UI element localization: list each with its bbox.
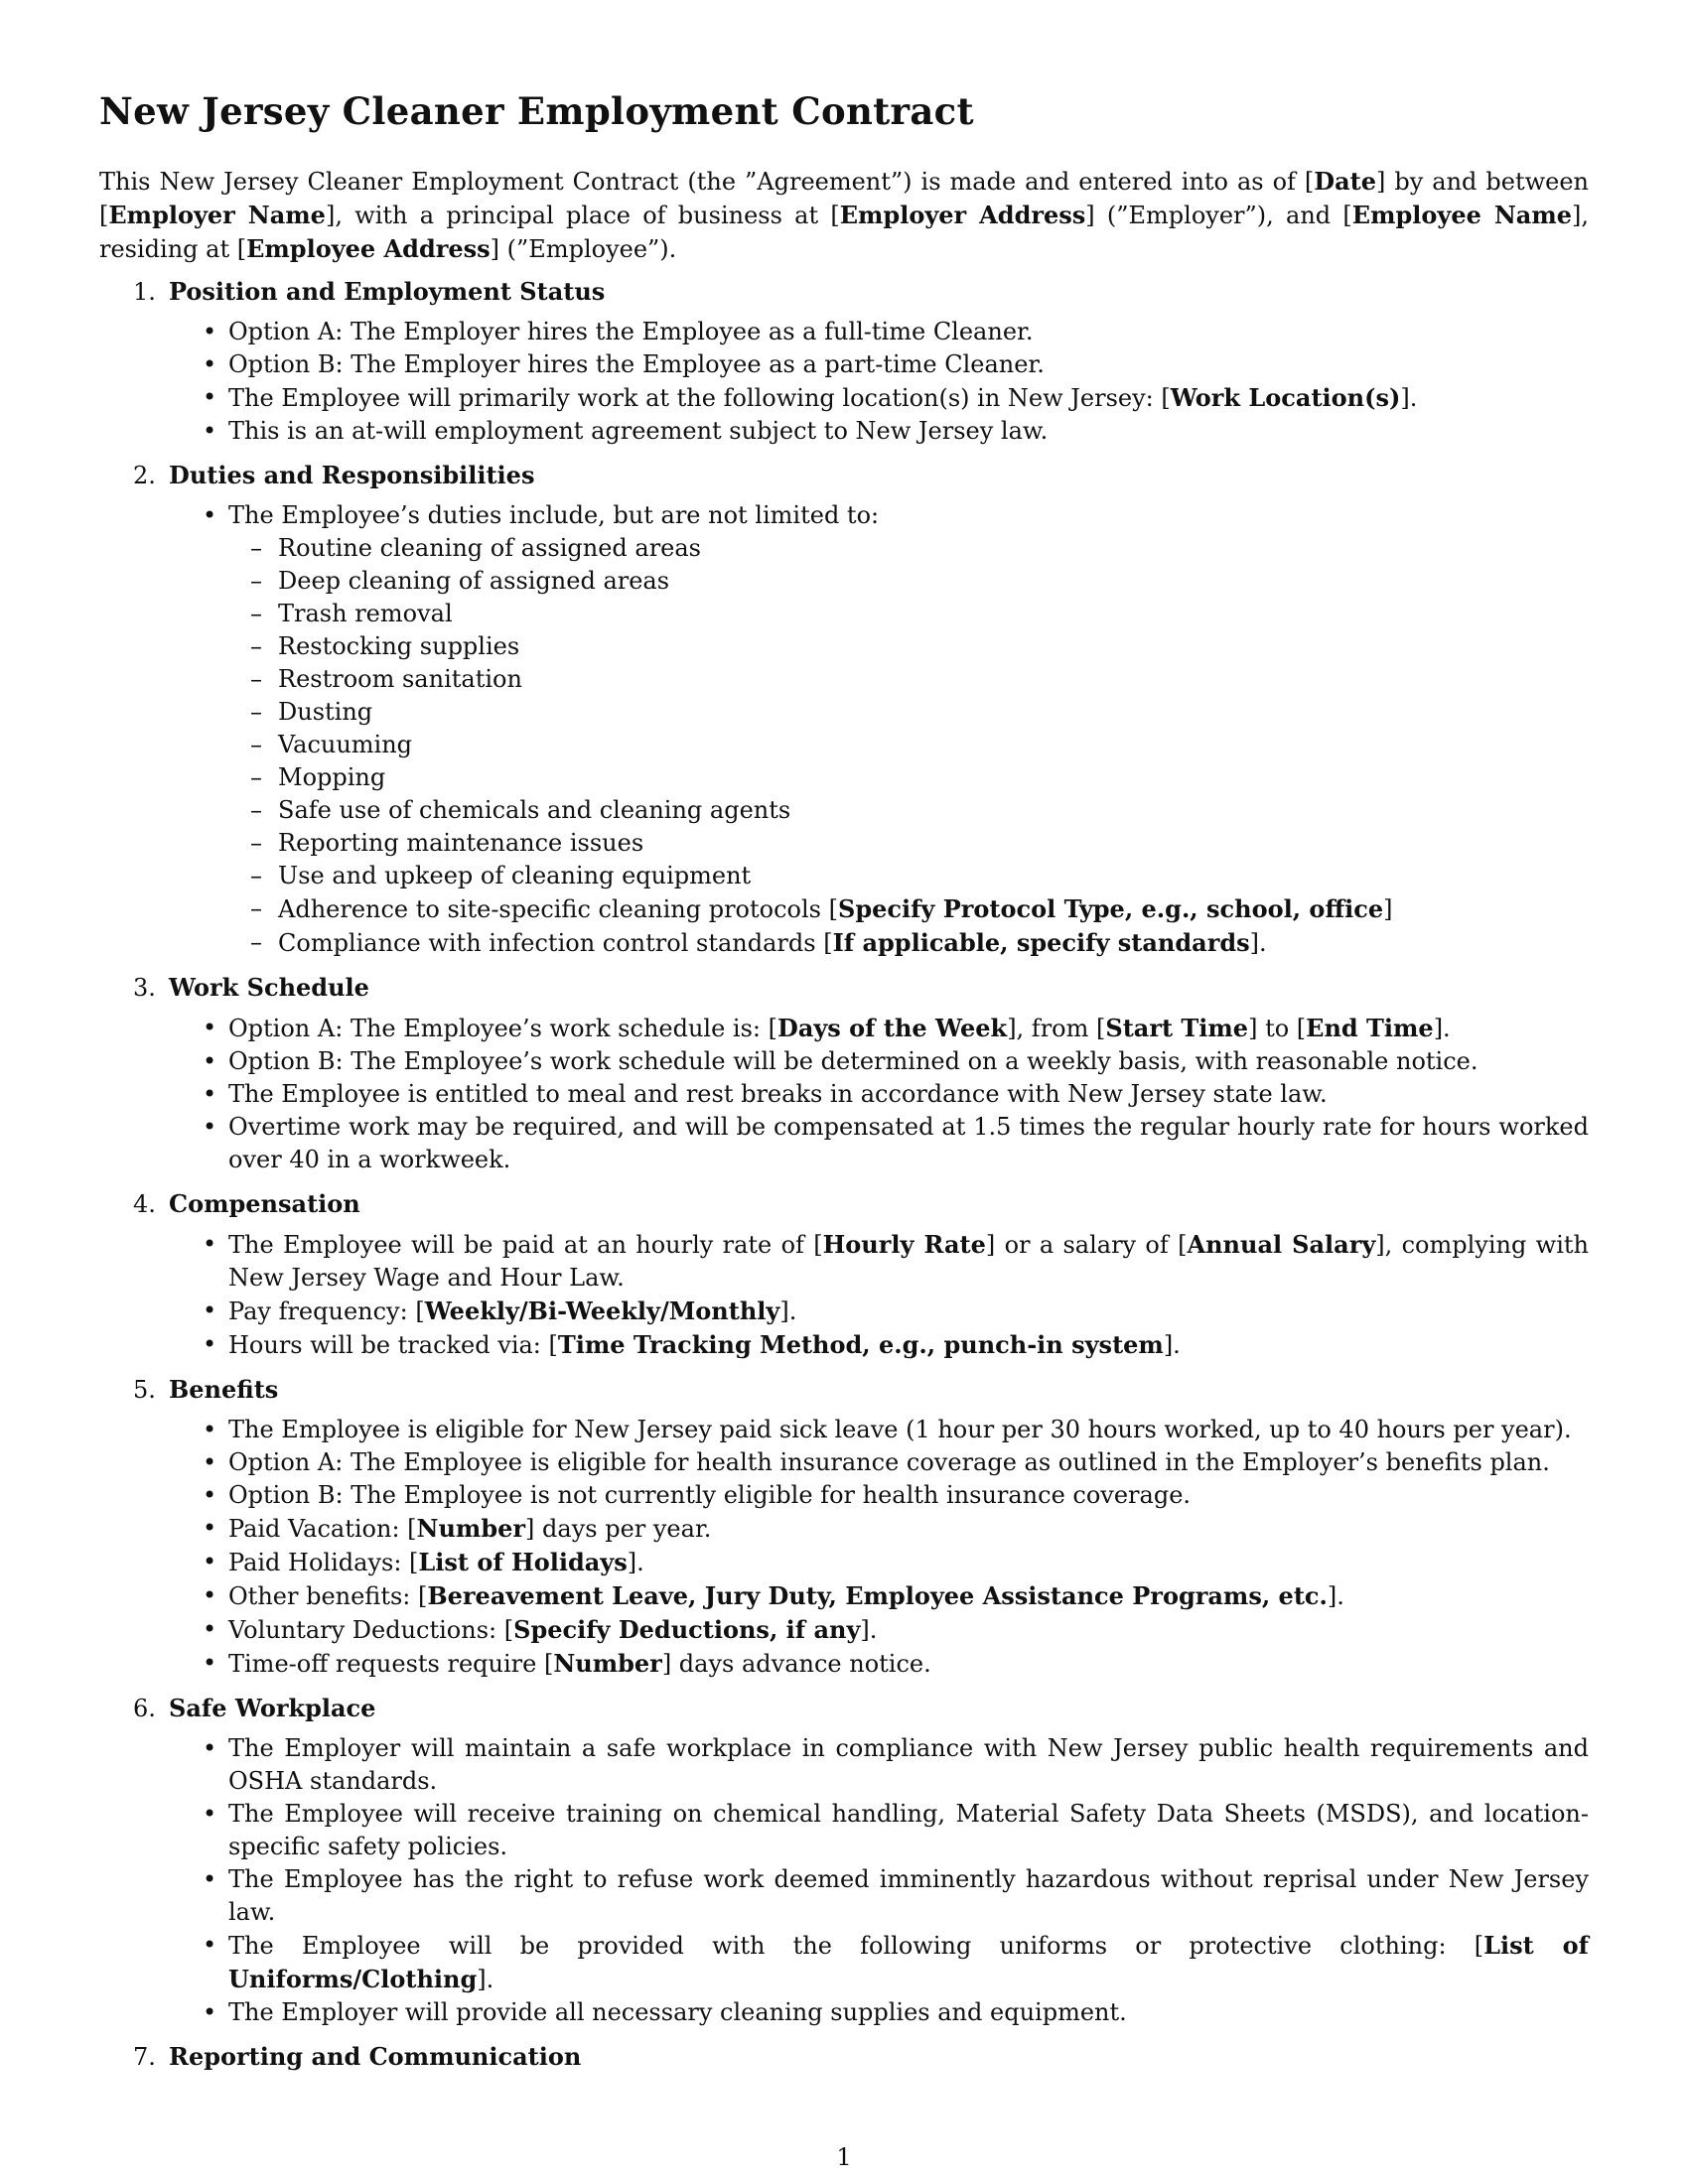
list-item: • Option B: The Employer hires the Employee as a part-time Cleaner. (203, 350, 1045, 378)
list-item: • Pay frequency: [Weekly/Bi-Weekly/Monthly]. (203, 1297, 797, 1325)
list-item: • The Employee is eligible for New Jersey paid sick leave (1 hour per 30 hours worked, up to 40 hours per year). (203, 1416, 1572, 1443)
section-number: 6. (133, 1695, 156, 1722)
field-placeholder: Work Location(s) (1170, 383, 1401, 412)
list-item: • The Employee will be provided with the following uniforms or protective clothing: [List of Uniforms/Clothing]. (203, 1931, 1589, 1993)
list-item: • The Employer will provide all necessary cleaning supplies and equipment. (203, 1998, 1127, 2026)
list-item: • Option B: The Employee’s work schedule will be determined on a weekly basis, with reasonable notice. (203, 1047, 1478, 1075)
field-placeholder: If applicable, specify standards (832, 928, 1250, 957)
duty-item: – Safe use of chemicals and cleaning agents (250, 796, 791, 824)
section-list (99, 276, 1589, 2073)
list-item: • Paid Holidays: [List of Holidays]. (203, 1548, 644, 1576)
section-1 (99, 276, 1589, 448)
field-employer-address: Employer Address (839, 201, 1086, 229)
section-title: Reporting and Communication (169, 2042, 582, 2071)
list-item: • The Employer will maintain a safe workplace in compliance with New Jersey public health requirements and OSHA standards. (203, 1734, 1589, 1795)
document-page (99, 87, 1589, 2081)
list-item: • Hours will be tracked via: [Time Tracking Method, e.g., punch-in system]. (203, 1330, 1181, 1359)
list-item: • Paid Vacation: [Number] days per year. (203, 1514, 712, 1543)
section-number: 5. (133, 1376, 156, 1404)
list-item: • The Employee will primarily work at the following location(s) in New Jersey: [Work Location(s)]. (203, 383, 1418, 412)
list-item: • Other benefits: [Bereavement Leave, Jury Duty, Employee Assistance Programs, etc.]. (203, 1581, 1344, 1610)
field-placeholder: Number (553, 1649, 662, 1678)
field-placeholder: Time Tracking Method, e.g., punch-in system (557, 1330, 1164, 1359)
field-employer-name: Employer Name (108, 201, 326, 229)
duty-item: – Trash removal (250, 600, 453, 627)
duty-item: – Restroom sanitation (250, 665, 522, 693)
intro-text: ] (”Employer”), and [ (1085, 202, 1352, 229)
field-employee-name: Employee Name (1351, 201, 1572, 229)
list-item: • The Employee will receive training on chemical handling, Material Safety Data Sheets (MSDS), and location-specific safety policies. (203, 1800, 1589, 1860)
field-placeholder: List of Uniforms/Clothing (228, 1931, 1589, 1993)
section-number: 2. (133, 462, 156, 489)
section-heading (133, 1188, 1589, 1220)
list-item: • Option A: The Employer hires the Employee as a full-time Cleaner. (203, 318, 1034, 345)
section-title: Safe Workplace (169, 1694, 376, 1722)
field-placeholder: Start Time (1105, 1014, 1249, 1042)
section-5 (99, 1374, 1589, 1681)
duty-item: – Dusting (250, 698, 373, 726)
section-3 (99, 972, 1589, 1176)
list-item: • Option B: The Employee is not currently eligible for health insurance coverage. (203, 1481, 1192, 1509)
section-heading (133, 460, 1589, 491)
list-item: • The Employee will be paid at an hourly rate of [Hourly Rate] or a salary of [Annual Salary], complying with New Jersey Wage and Hour Law. (203, 1230, 1589, 1292)
section-heading (133, 972, 1589, 1004)
field-placeholder: Bereavement Leave, Jury Duty, Employee Assistance Programs, etc. (427, 1581, 1328, 1610)
bullet-list (169, 1732, 1589, 2029)
field-placeholder: Weekly/Bi-Weekly/Monthly (424, 1297, 780, 1325)
intro-text: ], with a principal place of business at [ (325, 202, 840, 229)
duty-item: – Adherence to site-specific cleaning protocols [Specify Protocol Type, e.g., school, office] (250, 894, 1393, 923)
list-item: • This is an at-will employment agreement subject to New Jersey law. (203, 417, 1049, 445)
field-placeholder: Hourly Rate (822, 1230, 986, 1259)
section-heading (133, 276, 1589, 308)
field-placeholder: Annual Salary (1187, 1230, 1376, 1259)
intro-text: ] by and between [ (99, 168, 1590, 229)
duty-item: – Mopping (250, 763, 386, 791)
intro-text: This New Jersey Cleaner Employment Contract (the ”Agreement”) is made and entered into as of [ (99, 168, 1315, 196)
list-item: • The Employee is entitled to meal and rest breaks in accordance with New Jersey state law. (203, 1080, 1328, 1108)
section-number: 7. (133, 2043, 156, 2071)
section-6 (99, 1693, 1589, 2029)
duty-item: – Restocking supplies (250, 632, 520, 660)
field-placeholder: Specify Deductions, if any (513, 1615, 861, 1644)
field-placeholder: Specify Protocol Type, e.g., school, office (837, 894, 1384, 923)
intro-paragraph (99, 165, 1589, 266)
field-placeholder: Days of the Week (777, 1014, 1008, 1042)
field-employee-address: Employee Address (246, 234, 491, 263)
field-date: Date (1314, 167, 1377, 196)
bullet-list (169, 316, 1589, 448)
intro-text: ], residing at [ (99, 202, 1589, 263)
section-7 (99, 2041, 1589, 2073)
list-item: • Time-off requests require [Number] days advance notice. (203, 1649, 931, 1678)
list-item: • The Employee’s duties include, but are not limited to: – Routine cleaning of assigned areas – Deep cleaning of assigned areas – Trash removal – Restocking supplies – Restroom sanitation – Dusting – Vacuuming – Mopping – Safe use of chemicals and cleaning agents – Reporting maintenance issues – Use and upkeep of cleaning equipment – Adherence to site-specific cleaning protocols [Specify Protocol Type, e.g., school, office] – Compliance with infection control standards [If applicable, specify standards]. (228, 499, 1589, 960)
section-title: Position and Employment Status (169, 277, 606, 306)
list-item: • The Employee has the right to refuse work deemed imminently hazardous without reprisal under New Jersey law. (203, 1865, 1589, 1926)
section-number: 3. (133, 974, 156, 1002)
bullet-list (169, 499, 1589, 960)
page-number: 1 (836, 2143, 852, 2171)
section-2 (99, 460, 1589, 960)
section-title: Benefits (169, 1375, 279, 1404)
section-title: Duties and Responsibilities (169, 461, 535, 489)
section-heading (133, 2041, 1589, 2073)
section-heading (133, 1693, 1589, 1724)
document-title: New Jersey Cleaner Employment Contract (99, 89, 974, 133)
list-item: • Voluntary Deductions: [Specify Deductions, if any]. (203, 1615, 878, 1644)
list-item: • Option A: The Employee’s work schedule is: [Days of the Week], from [Start Time] to [End Time]. (203, 1014, 1451, 1042)
section-title: Work Schedule (169, 973, 369, 1002)
section-heading (133, 1374, 1589, 1406)
section-number: 1. (133, 278, 156, 306)
bullet-list (169, 1012, 1589, 1176)
field-placeholder: End Time (1306, 1014, 1434, 1042)
list-item: • Option A: The Employee is eligible for health insurance coverage as outlined in the Employer’s benefits plan. (203, 1448, 1550, 1476)
duty-item: – Use and upkeep of cleaning equipment (250, 862, 752, 889)
duty-item: – Deep cleaning of assigned areas (250, 567, 670, 595)
bullet-list (169, 1414, 1589, 1681)
duty-item: – Routine cleaning of assigned areas (250, 534, 701, 562)
list-item: • Overtime work may be required, and will be compensated at 1.5 times the regular hourly rate for hours worked over 40 in a workweek. (203, 1113, 1589, 1173)
field-placeholder: Number (416, 1514, 526, 1543)
section-number: 4. (133, 1190, 156, 1218)
field-placeholder: List of Holidays (418, 1548, 628, 1576)
duty-item: – Reporting maintenance issues (250, 829, 644, 857)
section-4 (99, 1188, 1589, 1362)
duty-item: – Vacuuming (250, 731, 413, 758)
duty-item: – Compliance with infection control standards [If applicable, specify standards]. (250, 928, 1267, 957)
section-title: Compensation (169, 1189, 360, 1218)
intro-text: ] (”Employee”). (490, 235, 677, 263)
duties-list (228, 532, 1589, 960)
bullet-list (169, 1228, 1589, 1362)
